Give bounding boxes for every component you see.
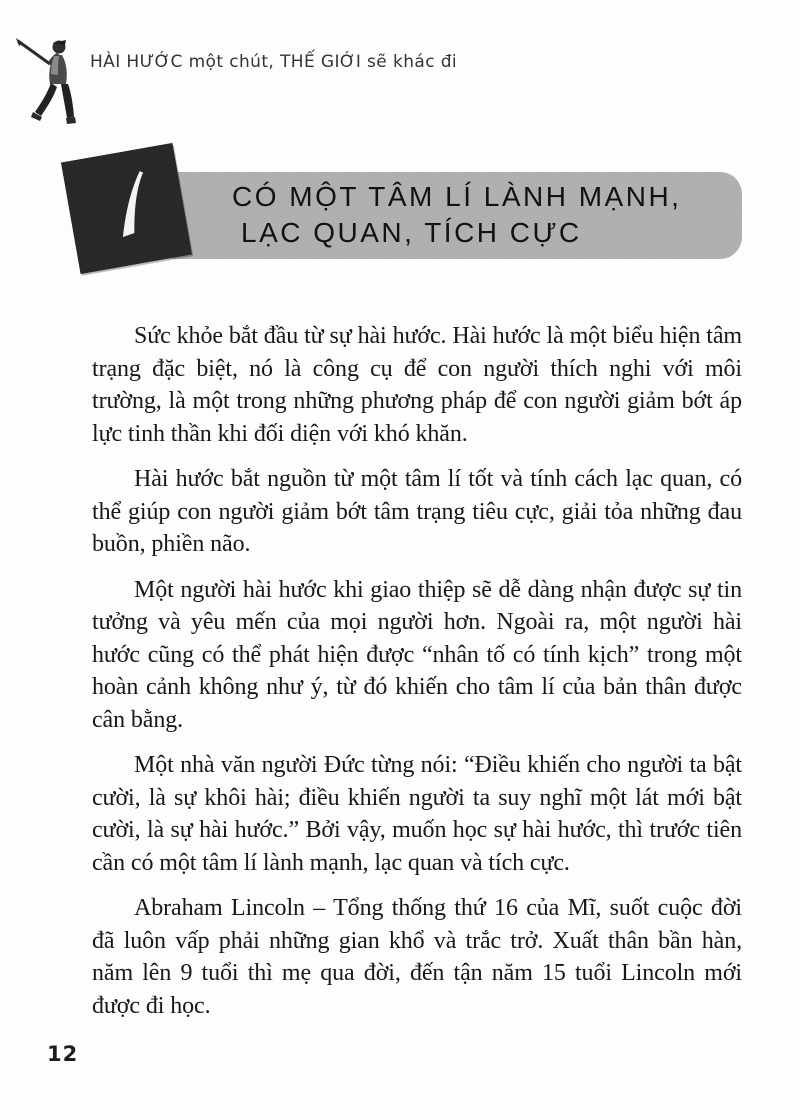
body-text xyxy=(92,320,742,1035)
paragraph: Sức khỏe bắt đầu từ sự hài hước. Hài hước là một biểu hiện tâm trạng đặc biệt, nó là công cụ để con người thích nghi với môi trường, là một trong những phương pháp để con người giảm bớt áp lực tinh thần khi đối diện với khó khăn. xyxy=(92,323,742,447)
paragraph: Abraham Lincoln – Tổng thống thứ 16 của Mĩ, suốt cuộc đời đã luôn vấp phải những gian khổ và trắc trở. Xuất thân bần hàn, năm lên 9 tuổi thì mẹ qua đời, đến tận năm 15 tuổi Lincoln mới được đi học. xyxy=(92,895,742,1019)
chapter-number-block xyxy=(61,143,192,274)
page-number: 12 xyxy=(47,1042,79,1066)
chapter-heading xyxy=(0,0,800,300)
chapter-number xyxy=(61,162,62,163)
paragraph: Một nhà văn người Đức từng nói: “Điều khiến cho người ta bật cười, là sự khôi hài; điều khiến người ta suy nghĩ một lát mới bật cười, là sự hài hước.” Bởi vậy, muốn học sự hài hước, thì trước tiên cần có một tâm lí lành mạnh, lạc quan và tích cực. xyxy=(92,752,742,876)
paragraph: Một người hài hước khi giao thiệp sẽ dễ dàng nhận được sự tin tưởng và yêu mến của mọi người hơn. Ngoài ra, một người hài hước cũng có thể phát hiện được “nhân tố có tính kịch” trong một hoàn cảnh không như ý, từ đó khiến cho tâm lí của bản thân được cân bằng. xyxy=(92,576,742,733)
running-header-title: HÀI HƯỚC một chút, THẾ GIỚI sẽ khác đi xyxy=(90,52,458,72)
chapter-number-glyph xyxy=(61,143,192,274)
chapter-title-line-1: CÓ MỘT TÂM LÍ LÀNH MẠNH, xyxy=(232,181,682,212)
chapter-title-line-2: LẠC QUAN, TÍCH CỰC xyxy=(241,217,582,248)
paragraph: Hài hước bắt nguồn từ một tâm lí tốt và tính cách lạc quan, có thể giúp con người giảm bớt tâm trạng tiêu cực, giải tỏa những đau buồn, phiền não. xyxy=(92,466,742,557)
chapter-title-banner xyxy=(170,172,742,259)
